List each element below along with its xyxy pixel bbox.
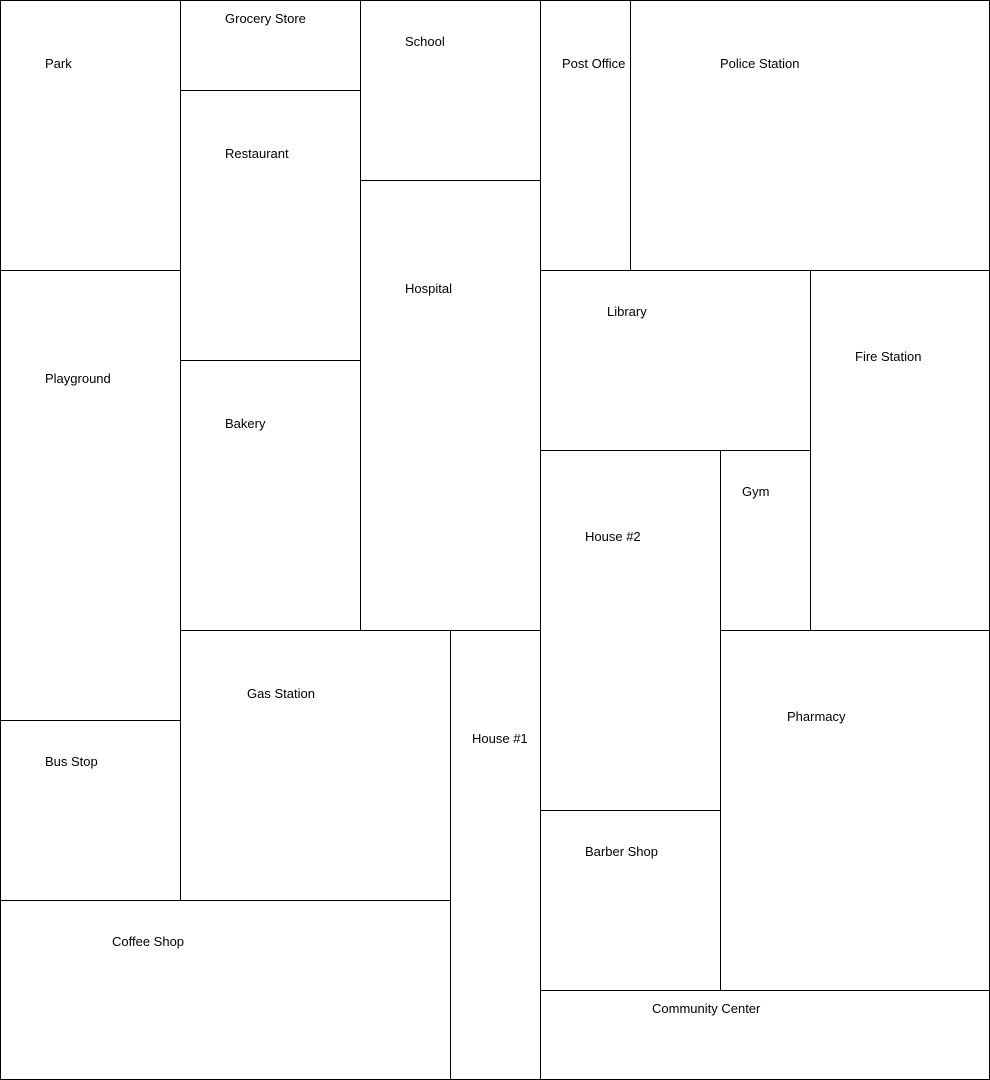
block-playground[interactable] <box>0 270 181 721</box>
block-barber-shop[interactable] <box>540 810 721 991</box>
block-label-house-2: House #2 <box>585 529 641 544</box>
block-restaurant[interactable] <box>180 90 361 361</box>
block-gas-station[interactable] <box>180 630 451 901</box>
block-label-bakery: Bakery <box>225 416 266 431</box>
block-school[interactable] <box>360 0 541 181</box>
block-label-coffee-shop: Coffee Shop <box>112 934 185 949</box>
block-label-restaurant: Restaurant <box>225 146 289 161</box>
block-label-grocery-store: Grocery Store <box>225 11 306 26</box>
block-label-hospital: Hospital <box>405 281 452 296</box>
block-bakery[interactable] <box>180 360 361 631</box>
block-label-bus-stop: Bus Stop <box>45 754 98 769</box>
block-coffee-shop[interactable] <box>0 900 451 1080</box>
block-label-park: Park <box>45 56 72 71</box>
block-label-pharmacy: Pharmacy <box>787 709 846 724</box>
block-police-station[interactable] <box>630 0 990 271</box>
block-label-police-station: Police Station <box>720 56 800 71</box>
block-label-playground: Playground <box>45 371 111 386</box>
block-house-2[interactable] <box>540 450 721 811</box>
block-house-1[interactable] <box>450 630 541 1080</box>
block-label-community-center: Community Center <box>652 1001 761 1016</box>
block-label-fire-station: Fire Station <box>855 349 922 364</box>
block-community-center[interactable] <box>540 990 990 1080</box>
block-hospital[interactable] <box>360 180 541 631</box>
block-label-library: Library <box>607 304 647 319</box>
block-label-gym: Gym <box>742 484 770 499</box>
block-post-office[interactable] <box>540 0 631 271</box>
block-label-school: School <box>405 34 445 49</box>
block-label-barber-shop: Barber Shop <box>585 844 658 859</box>
block-library[interactable] <box>540 270 811 451</box>
block-park[interactable] <box>0 0 181 271</box>
block-label-post-office: Post Office <box>562 56 626 71</box>
block-label-house-1: House #1 <box>472 731 528 746</box>
block-bus-stop[interactable] <box>0 720 181 901</box>
block-fire-station[interactable] <box>810 270 990 631</box>
block-grocery-store[interactable] <box>180 0 361 91</box>
block-label-gas-station: Gas Station <box>247 686 315 701</box>
block-pharmacy[interactable] <box>720 630 990 991</box>
block-gym[interactable] <box>720 450 811 631</box>
